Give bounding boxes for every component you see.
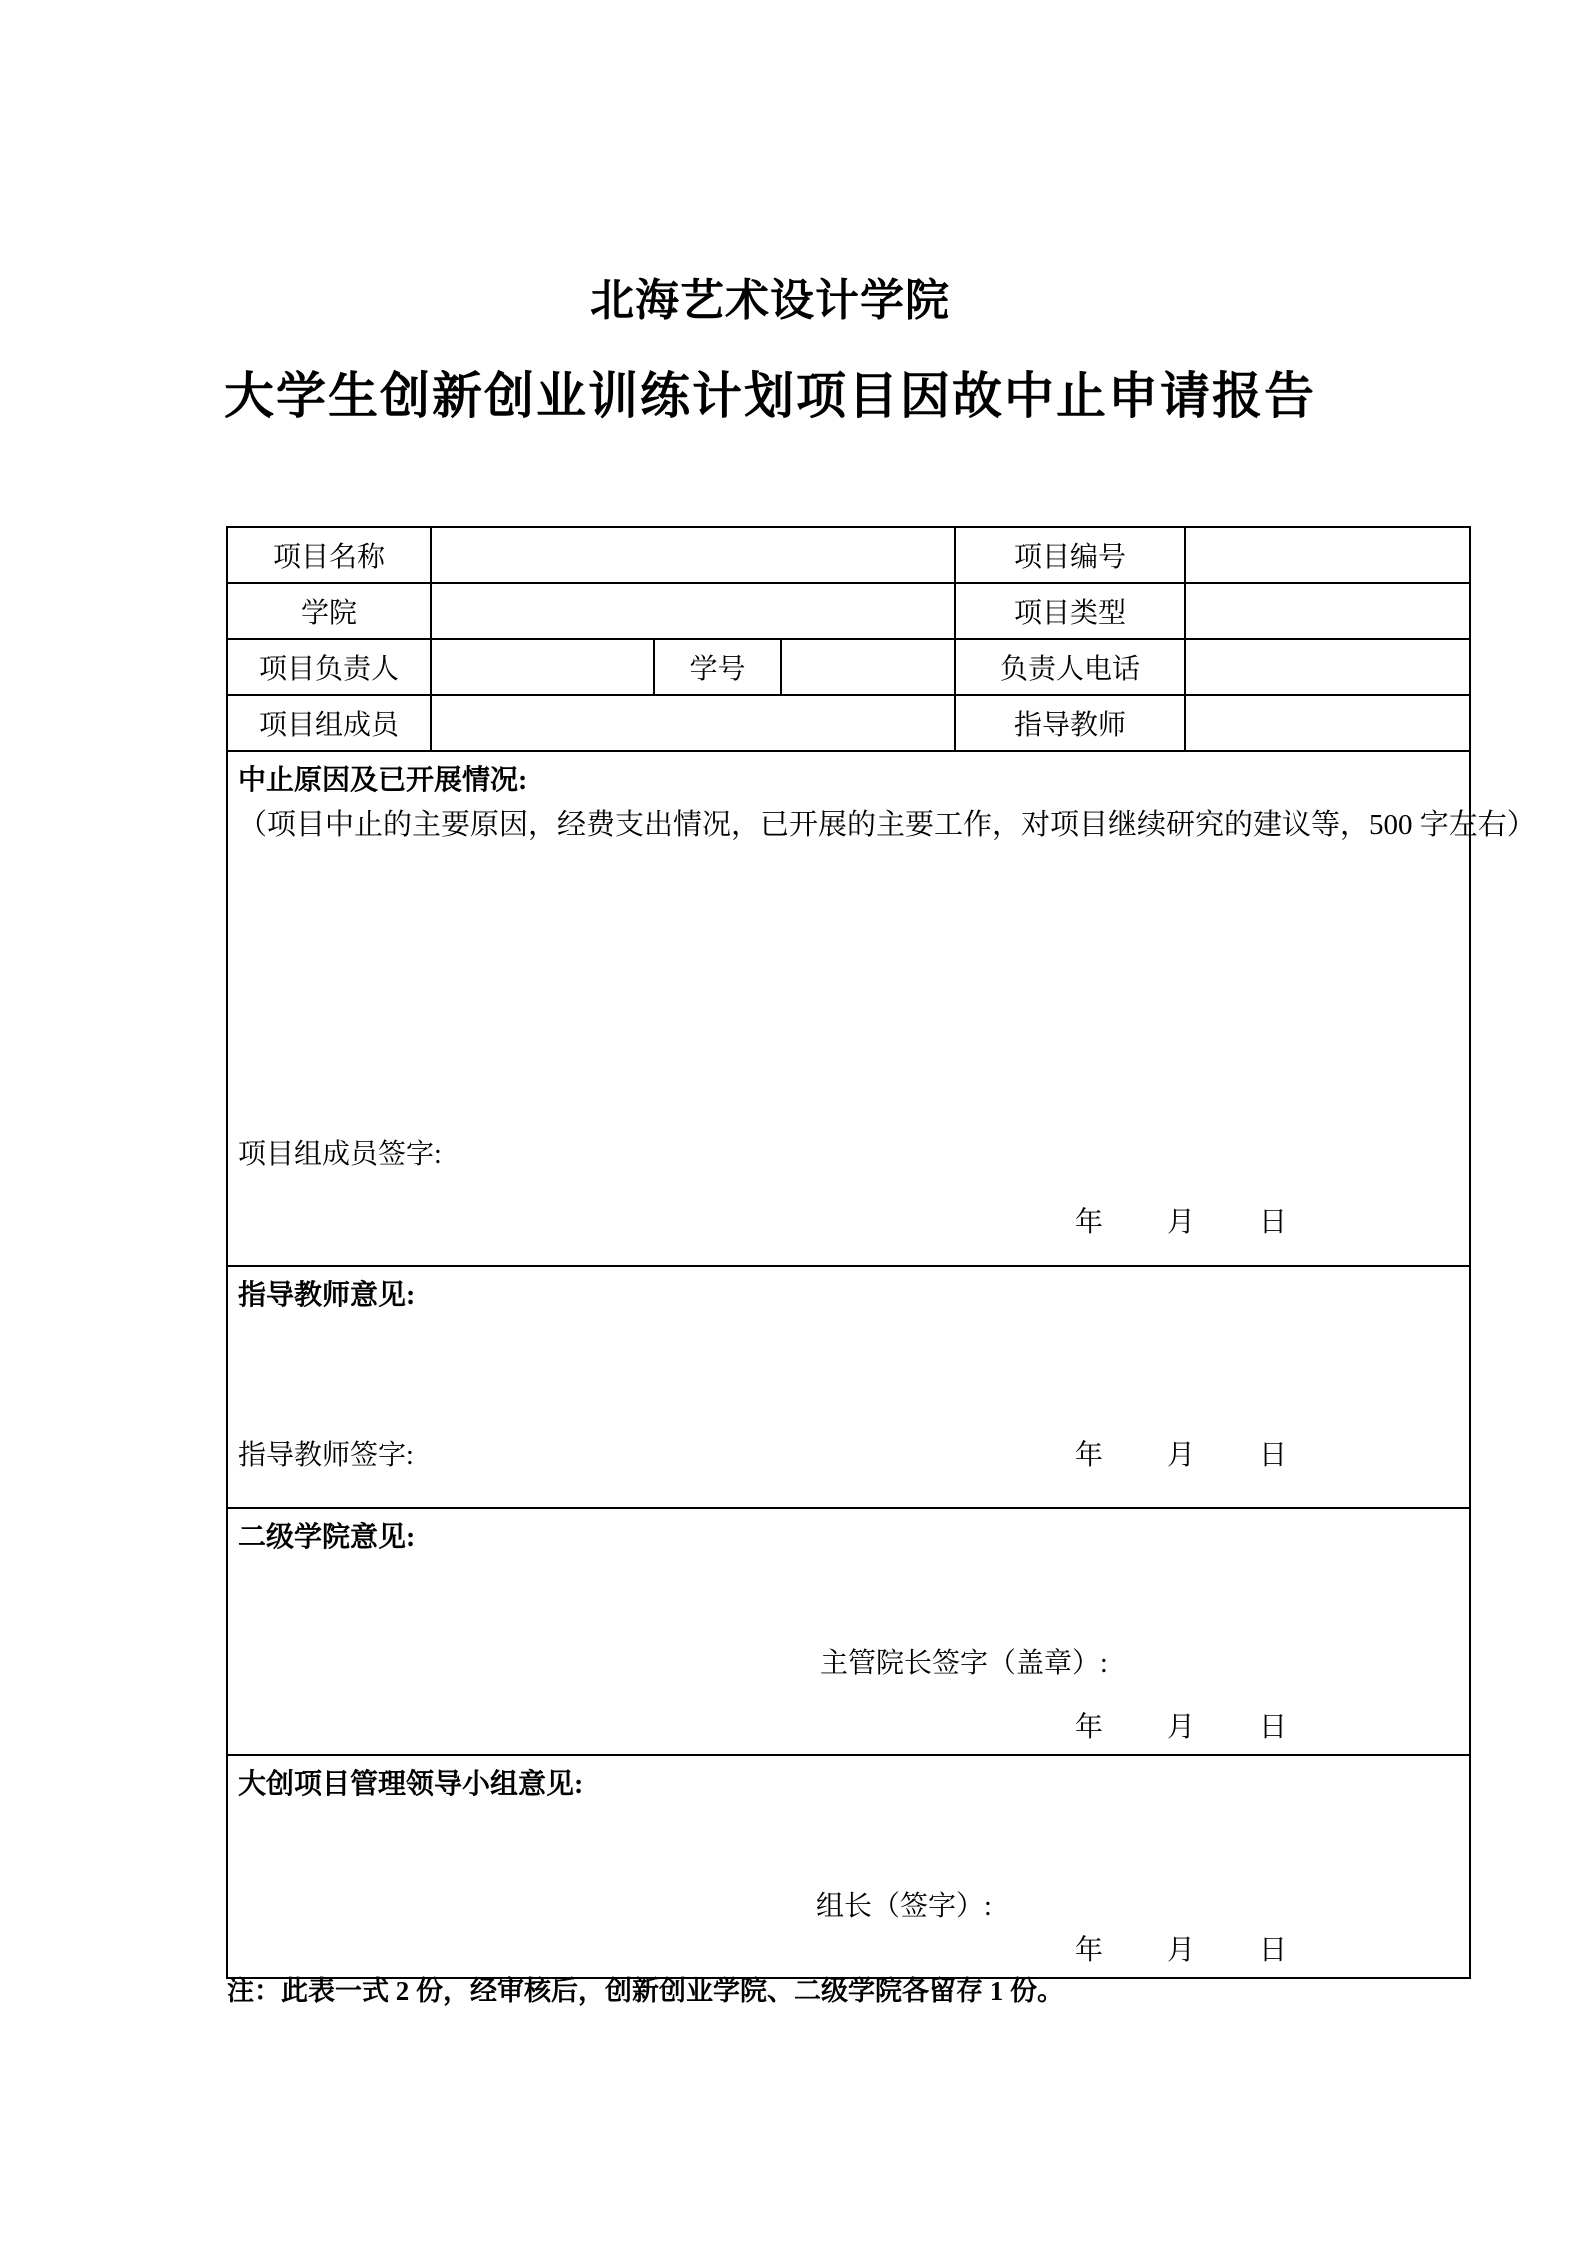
- student-id-value[interactable]: [781, 639, 955, 695]
- members-sign-label: 项目组成员签字:: [238, 1139, 442, 1170]
- project-name-label: 项目名称: [227, 527, 431, 583]
- project-type-value[interactable]: [1185, 583, 1470, 639]
- project-name-value[interactable]: [431, 527, 955, 583]
- leadership-date-line: [1075, 1928, 1287, 1968]
- year-label: 年: [1074, 1440, 1103, 1471]
- page-title: 北海艺术设计学院: [590, 276, 950, 325]
- year-label: 年: [1074, 1207, 1103, 1238]
- row-project-name: [227, 527, 1470, 583]
- month-label: 月: [1167, 1935, 1196, 1966]
- termination-hint: （项目中止的主要原因，经费支出情况，已开展的主要工作，对项目继续研究的建议等，500 字左右）: [238, 809, 1536, 841]
- college-opinion-heading: 二级学院意见:: [238, 1522, 416, 1553]
- footer-note: 注：此表一式 2 份，经审核后，创新创业学院、二级学院各留存 1 份。: [227, 1976, 1064, 2006]
- row-advisor-section: [227, 1266, 1470, 1508]
- leader-phone-label: 负责人电话: [955, 639, 1185, 695]
- month-label: 月: [1167, 1207, 1196, 1238]
- college-date-line: [1075, 1705, 1287, 1745]
- project-number-value[interactable]: [1185, 527, 1470, 583]
- day-label: 日: [1259, 1712, 1288, 1743]
- project-members-value[interactable]: [431, 695, 955, 751]
- advisor-date-line: [1075, 1433, 1287, 1473]
- application-form-table: [226, 526, 1536, 1979]
- termination-section-cell[interactable]: [227, 751, 1536, 1266]
- group-leader-sign-label: 组长（签字）:: [816, 1891, 992, 1922]
- row-college: [227, 583, 1470, 639]
- row-members: [227, 695, 1470, 751]
- college-label: 学院: [227, 583, 431, 639]
- termination-date-line: [1075, 1200, 1287, 1240]
- row-termination-section: [227, 751, 1470, 1266]
- advisor-value[interactable]: [1185, 695, 1470, 751]
- month-label: 月: [1167, 1440, 1196, 1471]
- leadership-section-cell[interactable]: [227, 1755, 1470, 1978]
- day-label: 日: [1259, 1935, 1288, 1966]
- day-label: 日: [1259, 1207, 1288, 1238]
- page-subtitle: 大学生创新创业训练计划项目因故中止申请报告: [224, 368, 1316, 424]
- advisor-opinion-heading: 指导教师意见:: [238, 1280, 416, 1311]
- college-value[interactable]: [431, 583, 955, 639]
- row-leadership-section: [227, 1755, 1470, 1978]
- project-leader-label: 项目负责人: [227, 639, 431, 695]
- dean-sign-label: 主管院长签字（盖章）:: [820, 1648, 1108, 1679]
- advisor-sign-label: 指导教师签字:: [238, 1440, 414, 1471]
- year-label: 年: [1074, 1712, 1103, 1743]
- year-label: 年: [1074, 1935, 1103, 1966]
- project-members-label: 项目组成员: [227, 695, 431, 751]
- month-label: 月: [1167, 1712, 1196, 1743]
- row-leader: [227, 639, 1470, 695]
- row-college-section: [227, 1508, 1470, 1755]
- leader-phone-value[interactable]: [1185, 639, 1470, 695]
- day-label: 日: [1259, 1440, 1288, 1471]
- termination-heading: 中止原因及已开展情况:: [238, 765, 528, 796]
- project-leader-value[interactable]: [431, 639, 654, 695]
- project-type-label: 项目类型: [955, 583, 1185, 639]
- project-number-label: 项目编号: [955, 527, 1185, 583]
- advisor-label: 指导教师: [955, 695, 1185, 751]
- leadership-opinion-heading: 大创项目管理领导小组意见:: [238, 1769, 584, 1800]
- student-id-label: 学号: [654, 639, 781, 695]
- advisor-section-cell[interactable]: [227, 1266, 1470, 1508]
- college-section-cell[interactable]: [227, 1508, 1470, 1755]
